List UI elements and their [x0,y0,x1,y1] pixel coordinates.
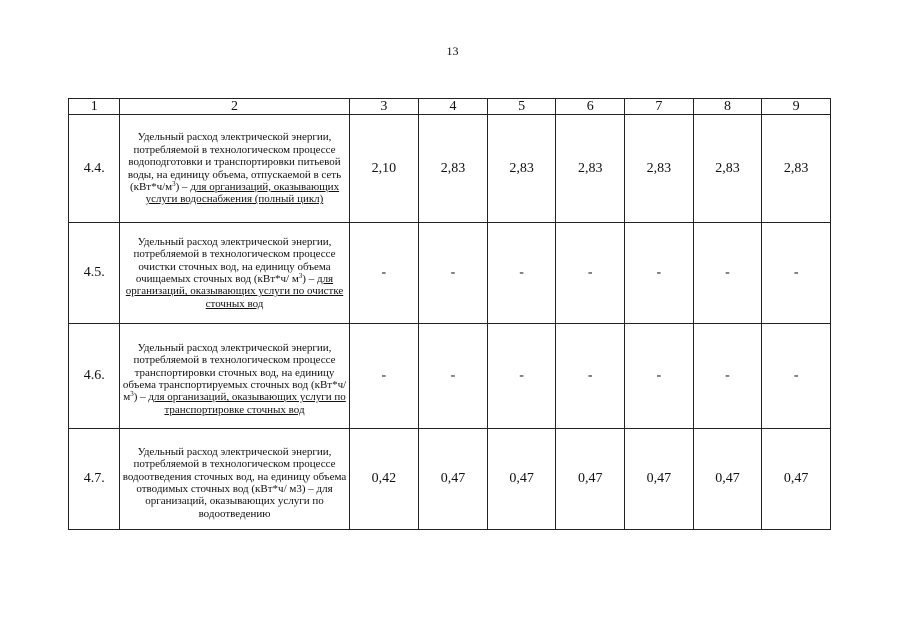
description-text: Удельный расход электрической энергии, потребляемой в технологическом процессе водоотведения сточных вод, на единицу объема отводимых сточных вод (кВт*ч/ м3) – для организаций, оказывающих услуги по водоотведению [122,445,347,520]
row-description [120,324,349,429]
value-cell: - [625,324,694,429]
value-cell: 2,83 [487,115,556,223]
value-cell: - [556,223,625,324]
header-cell: 9 [762,99,831,115]
value-cell: 2,83 [625,115,694,223]
row-description [120,223,349,324]
value-cell: - [349,223,419,324]
value-cell: 0,47 [556,429,625,530]
value-cell: 2,83 [693,115,762,223]
row-index: 4.6. [69,324,120,429]
description-text: ) – [133,391,149,404]
description-text: ) – [175,180,191,193]
header-cell: 7 [625,99,694,115]
superscript: 3 [172,179,176,188]
header-cell: 2 [120,99,349,115]
page-number: 13 [446,44,459,58]
header-cell: 1 [69,99,120,115]
value-cell: - [487,223,556,324]
value-cell: 2,83 [762,115,831,223]
value-cell: 2,10 [349,115,419,223]
value-cell: 0,47 [419,429,488,530]
value-cell: - [419,223,488,324]
value-cell: - [419,324,488,429]
description-text: Удельный расход электрической энергии, потребляемой в технологическом процессе очистки сточных вод, на единицу объема очищаемых сточных вод (кВт*ч/ м [133,235,336,285]
value-cell: 0,47 [625,429,694,530]
row-description [120,429,349,530]
description-underlined: для организаций, оказывающих услуги водоснабжения (полный цикл) [145,180,340,206]
value-cell: - [487,324,556,429]
value-cell: 2,83 [419,115,488,223]
header-cell: 4 [419,99,488,115]
value-cell: - [762,324,831,429]
value-cell: 0,47 [487,429,556,530]
table-row [69,115,831,223]
superscript: 3 [298,272,303,280]
table-row [69,223,831,324]
header-cell: 3 [349,99,419,115]
description-text: Удельный расход электрической энергии, потребляемой в технологическом процессе транспортировки сточных вод, на единицу объема транспортируемых сточных вод (кВт*ч/ м [122,341,347,404]
value-cell: 0,42 [349,429,419,530]
table-row [69,429,831,530]
row-index: 4.4. [69,115,120,223]
header-cell: 8 [693,99,762,115]
row-index: 4.5. [69,223,120,324]
description-text: Удельный расход электрической энергии, потребляемой в технологическом процессе водоподготовки и транспортировки питьевой воды, на единицу объема, отпускаемой в сеть (кВт*ч/м [127,131,342,193]
description-text: ) – [302,273,317,285]
row-description [120,115,349,223]
value-cell: - [693,324,762,429]
value-cell: - [762,223,831,324]
table-row [69,324,831,429]
header-cell: 6 [556,99,625,115]
value-cell: 2,83 [556,115,625,223]
value-cell: - [556,324,625,429]
value-cell: 0,47 [693,429,762,530]
superscript: 3 [130,390,134,399]
value-cell: 0,47 [762,429,831,530]
header-cell: 5 [487,99,556,115]
description-underlined: для организаций, оказывающих услуги по транспортировке сточных вод [148,391,346,416]
indicator-table [68,98,831,530]
header-row [69,99,831,115]
value-cell: - [693,223,762,324]
row-index: 4.7. [69,429,120,530]
description-underlined: для организаций, оказывающих услуги по очистке сточных вод [125,273,344,310]
value-cell: - [349,324,419,429]
value-cell: - [625,223,694,324]
